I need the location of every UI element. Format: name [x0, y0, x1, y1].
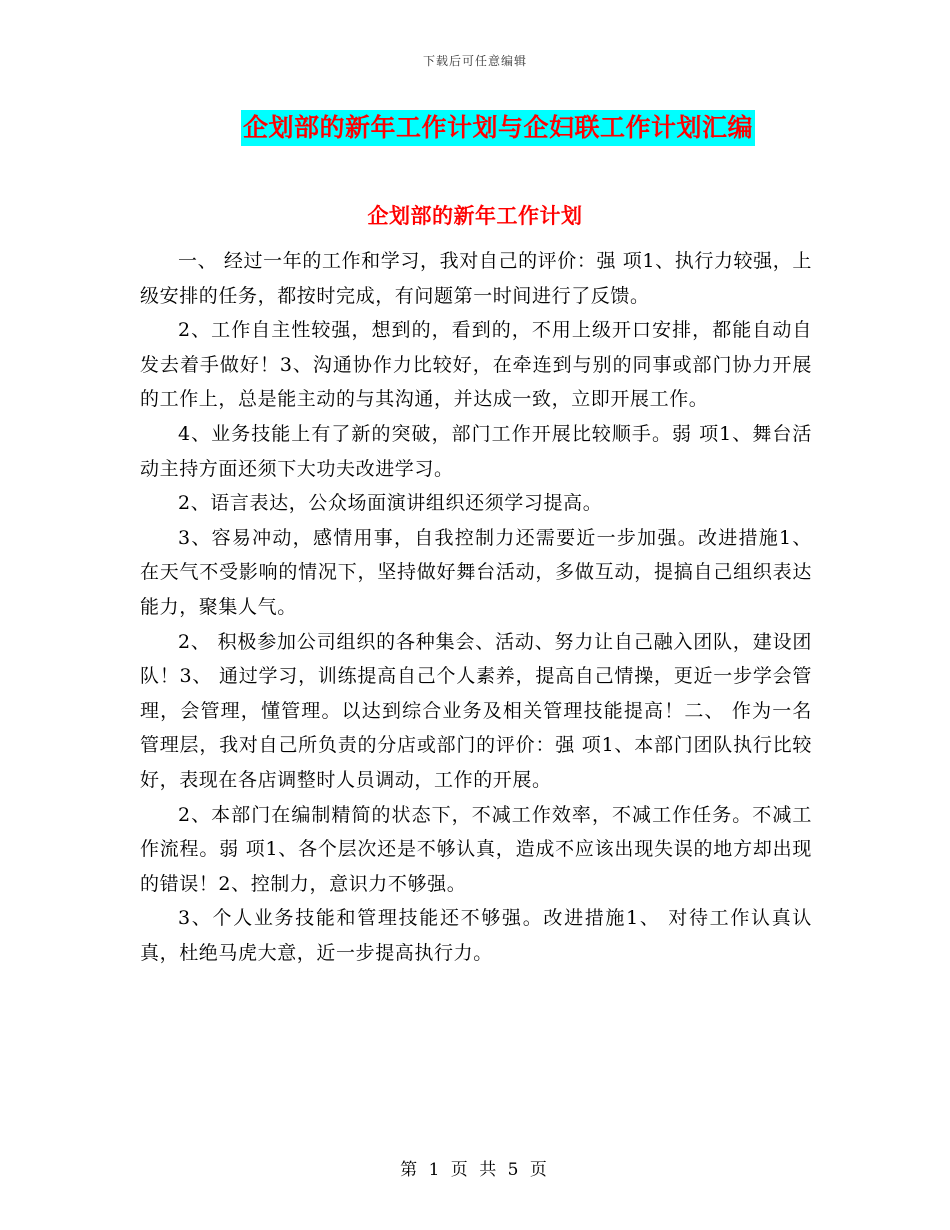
- paragraph: 2、工作自主性较强，想到的，看到的，不用上级开口安排，都能自动自发去着手做好！3、沟通协作力比较好，在牵连到与别的同事或部门协力开展的工作上，总是能主动的与其沟通，并达成一致，立即开展工作。: [140, 319, 812, 411]
- paragraph: 3、容易冲动，感情用事，自我控制力还需要近一步加强。改进措施1、 在天气不受影响的情况下，坚持做好舞台活动，多做互动，提搞自己组织表达能力，聚集人气。: [140, 526, 812, 618]
- page-header-note: 下载后可任意编辑: [422, 54, 527, 68]
- paragraph: 2、 积极参加公司组织的各种集会、活动、努力让自己融入团队，建设团队！3、 通过学习，训练提高自己个人素养，提高自己情操，更近一步学会管理，会管理，懂管理。以达到综合业务及相关管理技能提高！二、 作为一名管理层，我对自己所负责的分店或部门的评价：强 项1、本部门团队执行比较好，表现在各店调整时人员调动，工作的开展。: [140, 630, 812, 791]
- document-title: 企划部的新年工作计划与企妇联工作计划汇编: [241, 110, 755, 146]
- paragraph: 3、个人业务技能和管理技能还不够强。改进措施1、 对待工作认真认真，杜绝马虎大意，近一步提高执行力。: [140, 907, 812, 964]
- paragraph: 4、业务技能上有了新的突破，部门工作开展比较顺手。弱 项1、舞台活动主持方面还须下大功夫改进学习。: [140, 422, 812, 480]
- document-body: [140, 244, 812, 970]
- paragraph: 一、 经过一年的工作和学习，我对自己的评价：强 项1、执行力较强，上级安排的任务，都按时完成，有问题第一时间进行了反馈。: [140, 250, 812, 307]
- paragraph: 2、本部门在编制精简的状态下，不减工作效率，不减工作任务。不减工作流程。弱 项1、各个层次还是不够认真，造成不应该出现失误的地方却出现的错误！2、控制力，意识力不够强。: [140, 803, 812, 895]
- page-number: 第 1 页 共 5 页: [400, 1160, 550, 1180]
- section-title: 企划部的新年工作计划: [367, 203, 583, 228]
- document-title-container: [0, 110, 950, 146]
- paragraph: 2、语言表达，公众场面演讲组织还须学习提高。: [178, 492, 603, 515]
